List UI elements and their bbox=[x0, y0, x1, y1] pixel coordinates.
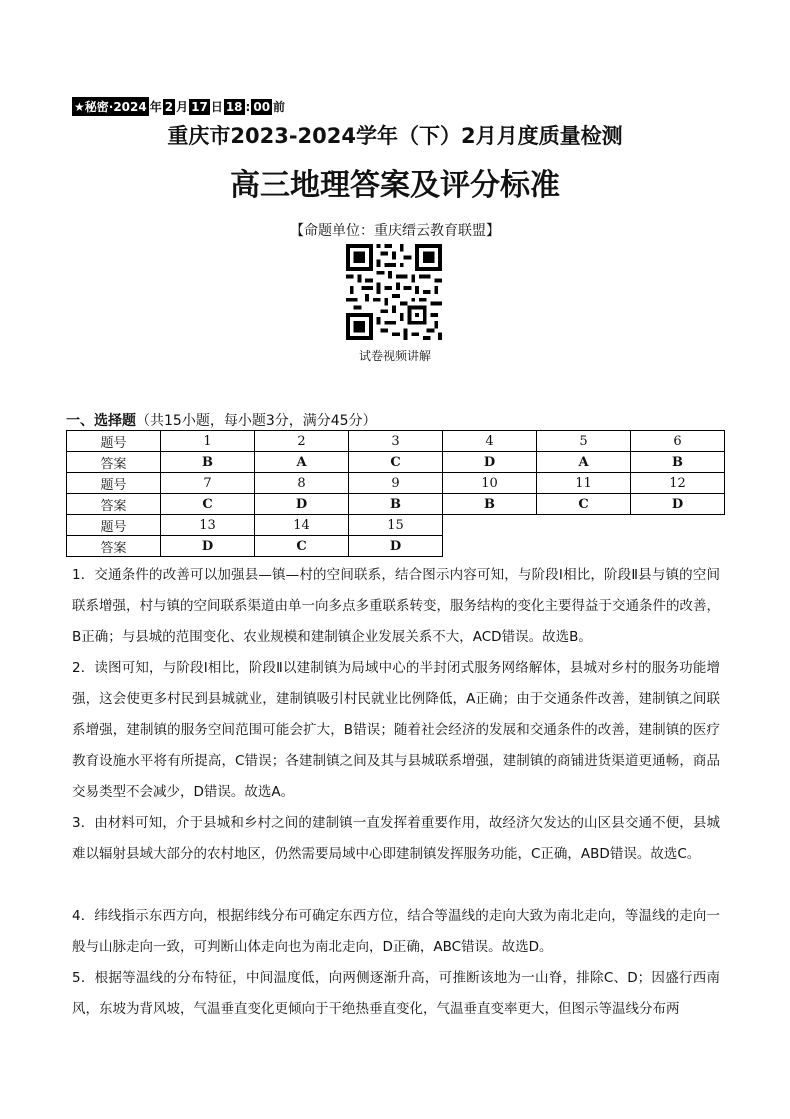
answer-cell: D bbox=[161, 536, 255, 557]
question-number: 5 bbox=[537, 431, 631, 452]
answer-cell: C bbox=[537, 494, 631, 515]
section-detail: （共15小题，每小题3分，满分45分） bbox=[136, 413, 377, 429]
secret-hour: 18 bbox=[225, 99, 243, 114]
answer-cell: D bbox=[255, 494, 349, 515]
empty-cell bbox=[537, 536, 631, 557]
row-label-number: 题号 bbox=[67, 473, 161, 494]
confidential-stamp bbox=[72, 97, 286, 116]
question-number: 15 bbox=[349, 515, 443, 536]
secret-year-char: 年 bbox=[149, 100, 162, 114]
table-row bbox=[67, 515, 725, 536]
question-number: 4 bbox=[443, 431, 537, 452]
row-label-number: 题号 bbox=[67, 431, 161, 452]
table-row bbox=[67, 452, 725, 473]
row-label-answer: 答案 bbox=[67, 452, 161, 473]
table-row bbox=[67, 473, 725, 494]
section-heading bbox=[66, 410, 377, 430]
table-row bbox=[67, 494, 725, 515]
question-number: 6 bbox=[631, 431, 725, 452]
answer-cell: D bbox=[349, 536, 443, 557]
question-number: 14 bbox=[255, 515, 349, 536]
answer-cell: D bbox=[443, 452, 537, 473]
question-number: 12 bbox=[631, 473, 725, 494]
secret-day: 17 bbox=[191, 99, 208, 114]
empty-cell bbox=[443, 536, 537, 557]
issuing-unit: 【命题单位：重庆缙云教育联盟】 bbox=[290, 223, 500, 239]
secret-month: 2 bbox=[164, 99, 174, 114]
answer-cell: B bbox=[161, 452, 255, 473]
empty-cell bbox=[631, 536, 725, 557]
explanation-1: 1．交通条件的改善可以加强县—镇—村的空间联系，结合图示内容可知，与阶段Ⅰ相比，阶段Ⅱ县与镇的空间联系增强，村与镇的空间联系渠道由单一向多点多重联系转变，服务结构的变化主要得益于交通条件的改善，B正确；与县城的范围变化、农业规模和建制镇企业发展关系不大，ACD错误。故选B。 bbox=[72, 567, 720, 645]
question-number: 1 bbox=[161, 431, 255, 452]
section-title: 一、选择题 bbox=[66, 413, 136, 429]
secret-minute: 00 bbox=[253, 99, 271, 114]
secret-day-char: 日 bbox=[210, 100, 223, 114]
answer-cell: C bbox=[161, 494, 255, 515]
explanation-4: 4．纬线指示东西方向，根据纬线分布可确定东西方位，结合等温线的走向大致为南北走向，等温线的走向一般与山脉走向一致，可判断山体走向也为南北走向，D正确，ABC错误。故选D。 bbox=[72, 908, 720, 955]
answer-cell: C bbox=[255, 536, 349, 557]
empty-cell bbox=[443, 515, 537, 536]
question-number: 2 bbox=[255, 431, 349, 452]
question-number: 11 bbox=[537, 473, 631, 494]
qr-caption: 试卷视频讲解 bbox=[358, 349, 431, 363]
answer-cell: B bbox=[631, 452, 725, 473]
secret-before: 前 bbox=[273, 100, 286, 114]
secret-prefix: ★秘密·2024 bbox=[72, 97, 149, 116]
answer-table bbox=[66, 430, 725, 557]
answer-cell: A bbox=[255, 452, 349, 473]
question-number: 13 bbox=[161, 515, 255, 536]
question-number: 7 bbox=[161, 473, 255, 494]
row-label-answer: 答案 bbox=[67, 494, 161, 515]
answer-cell: B bbox=[443, 494, 537, 515]
empty-cell bbox=[537, 515, 631, 536]
answer-cell: D bbox=[631, 494, 725, 515]
question-number: 3 bbox=[349, 431, 443, 452]
secret-month-char: 月 bbox=[176, 100, 189, 114]
table-row bbox=[67, 431, 725, 452]
exam-title: 重庆市2023-2024学年（下）2月月度质量检测 bbox=[167, 124, 623, 148]
explanation-5: 5．根据等温线的分布特征，中间温度低，向两侧逐渐升高，可推断该地为一山脊，排除C、D；因盛行西南风，东坡为背风坡，气温垂直变化更倾向于干绝热垂直变化，气温垂直变率更大，但图示等温线分布两 bbox=[72, 970, 720, 1017]
answer-cell: B bbox=[349, 494, 443, 515]
document-title: 高三地理答案及评分标准 bbox=[230, 168, 560, 203]
row-label-answer: 答案 bbox=[67, 536, 161, 557]
answer-cell: A bbox=[537, 452, 631, 473]
qr-code-icon[interactable] bbox=[346, 244, 442, 340]
question-number: 10 bbox=[443, 473, 537, 494]
answer-cell: C bbox=[349, 452, 443, 473]
explanation-3: 3．由材料可知，介于县城和乡村之间的建制镇一直发挥着重要作用，故经济欠发达的山区县交通不便，县城难以辐射县域大部分的农村地区，仍然需要局域中心即建制镇发挥服务功能，C正确，ABD错误。故选C。 bbox=[72, 815, 720, 862]
row-label-number: 题号 bbox=[67, 515, 161, 536]
empty-cell bbox=[631, 515, 725, 536]
question-number: 8 bbox=[255, 473, 349, 494]
question-number: 9 bbox=[349, 473, 443, 494]
explanation-2: 2．读图可知，与阶段Ⅰ相比，阶段Ⅱ以建制镇为局域中心的半封闭式服务网络解体，县城对乡村的服务功能增强，这会使更多村民到县城就业，建制镇吸引村民就业比例降低，A正确；由于交通条件改善，建制镇之间联系增强，建制镇的服务空间范围可能会扩大，B错误；随着社会经济的发展和交通条件的改善，建制镇的医疗教育设施水平将有所提高，C错误；各建制镇之间及其与县城联系增强，建制镇的商铺进货渠道更通畅，商品交易类型不会减少，D错误。故选A。 bbox=[72, 660, 720, 800]
secret-colon: : bbox=[245, 99, 251, 114]
table-row bbox=[67, 536, 725, 557]
